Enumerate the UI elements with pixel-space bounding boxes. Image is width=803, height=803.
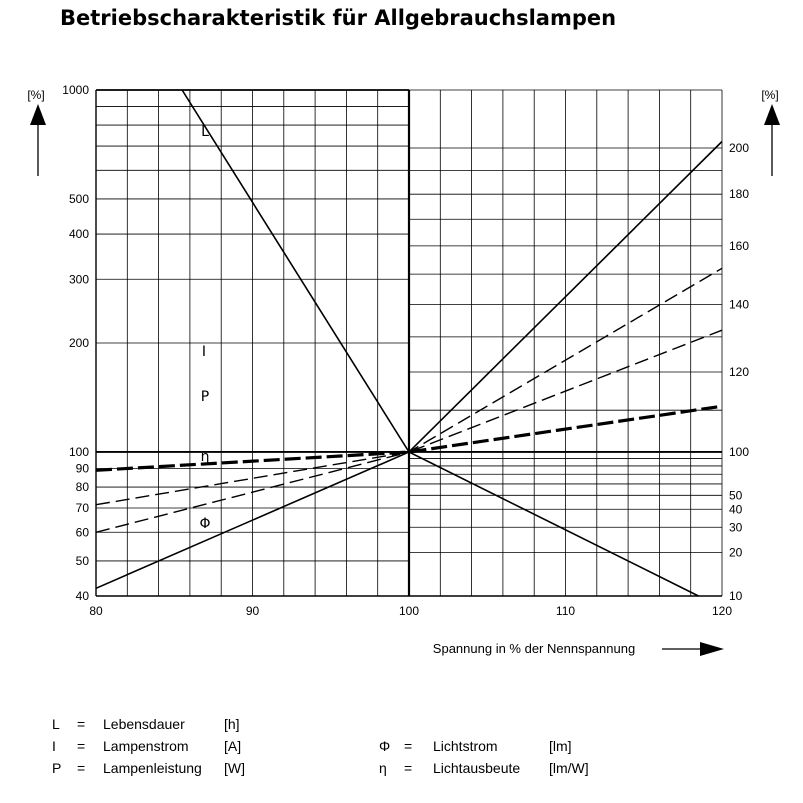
right-tick-label: 140 [729,297,750,312]
x-axis-label: Spannung in % der Nennspannung [432,641,636,656]
series-label-eta: η [200,449,210,465]
left-tick-label: 80 [75,480,89,495]
legend-unit: [h] [224,716,240,732]
left-tick-label: 70 [75,501,89,516]
x-tick-label: 100 [398,604,420,618]
legend-symbol: I [52,738,56,754]
left-tick-label: 1000 [62,83,89,97]
legend-unit: [lm] [549,738,572,754]
legend-equals: = [77,760,86,776]
x-tick-label: 90 [245,604,260,618]
left-tick-label: 50 [75,553,89,568]
legend-item-I [52,738,352,756]
legend-symbol: Φ [379,738,391,754]
left-tick-label: 300 [68,272,89,287]
legend-symbol: η [379,760,387,776]
x-tick-label: 80 [89,604,103,618]
right-tick-label: 50 [729,488,743,503]
legend-symbol: P [52,760,62,776]
legend-name: Lampenleistung [103,760,202,776]
legend-unit: [lm/W] [549,760,589,776]
legend-name: Lebensdauer [103,716,185,732]
series-label-I: I [201,344,207,360]
right-tick-label: 20 [729,545,743,560]
right-tick-label: 120 [729,365,750,380]
series-label-P: P [200,389,210,405]
legend-equals: = [77,716,86,732]
left-tick-label: 200 [68,336,89,350]
legend-name: Lichtstrom [433,738,498,754]
series-label-phi: Φ [199,516,211,532]
left-tick-label: 40 [75,589,89,603]
left-tick-label: 100 [68,444,89,459]
legend-equals: = [77,738,86,754]
legend-item-phi [379,738,679,756]
legend-symbol: L [52,716,60,732]
right-axis-unit: [%] [761,88,779,102]
left-tick-label: 90 [75,461,89,476]
right-tick-label: 100 [729,444,750,459]
legend-unit: [A] [224,738,242,754]
series-label-L: L [201,124,209,140]
right-tick-label: 180 [729,187,750,202]
right-axis-arrow-icon [764,104,780,125]
right-tick-label: 40 [729,502,743,517]
legend-item-L [52,716,352,734]
x-tick-label: 110 [555,604,576,618]
left-axis-arrow-icon [30,104,46,125]
legend-name: Lichtausbeute [433,760,521,776]
left-tick-label: 60 [75,525,89,540]
legend-item-P [52,760,352,778]
left-tick-label: 400 [68,227,89,242]
right-tick-label: 160 [729,238,750,253]
left-tick-label: 500 [68,191,89,206]
right-tick-label: 30 [729,520,743,535]
chart-title: Betriebscharakteristik für Allgebrauchslampen [60,6,617,30]
left-axis-unit: [%] [27,88,45,102]
legend-unit: [W] [224,760,245,776]
legend-equals: = [404,738,413,754]
legend-equals: = [404,760,413,776]
x-tick-label: 120 [711,604,733,618]
legend-item-eta [379,760,679,778]
x-axis-arrow-icon [700,642,724,656]
legend-name: Lampenstrom [103,738,189,754]
right-tick-label: 10 [729,589,743,603]
right-tick-label: 200 [729,141,750,155]
